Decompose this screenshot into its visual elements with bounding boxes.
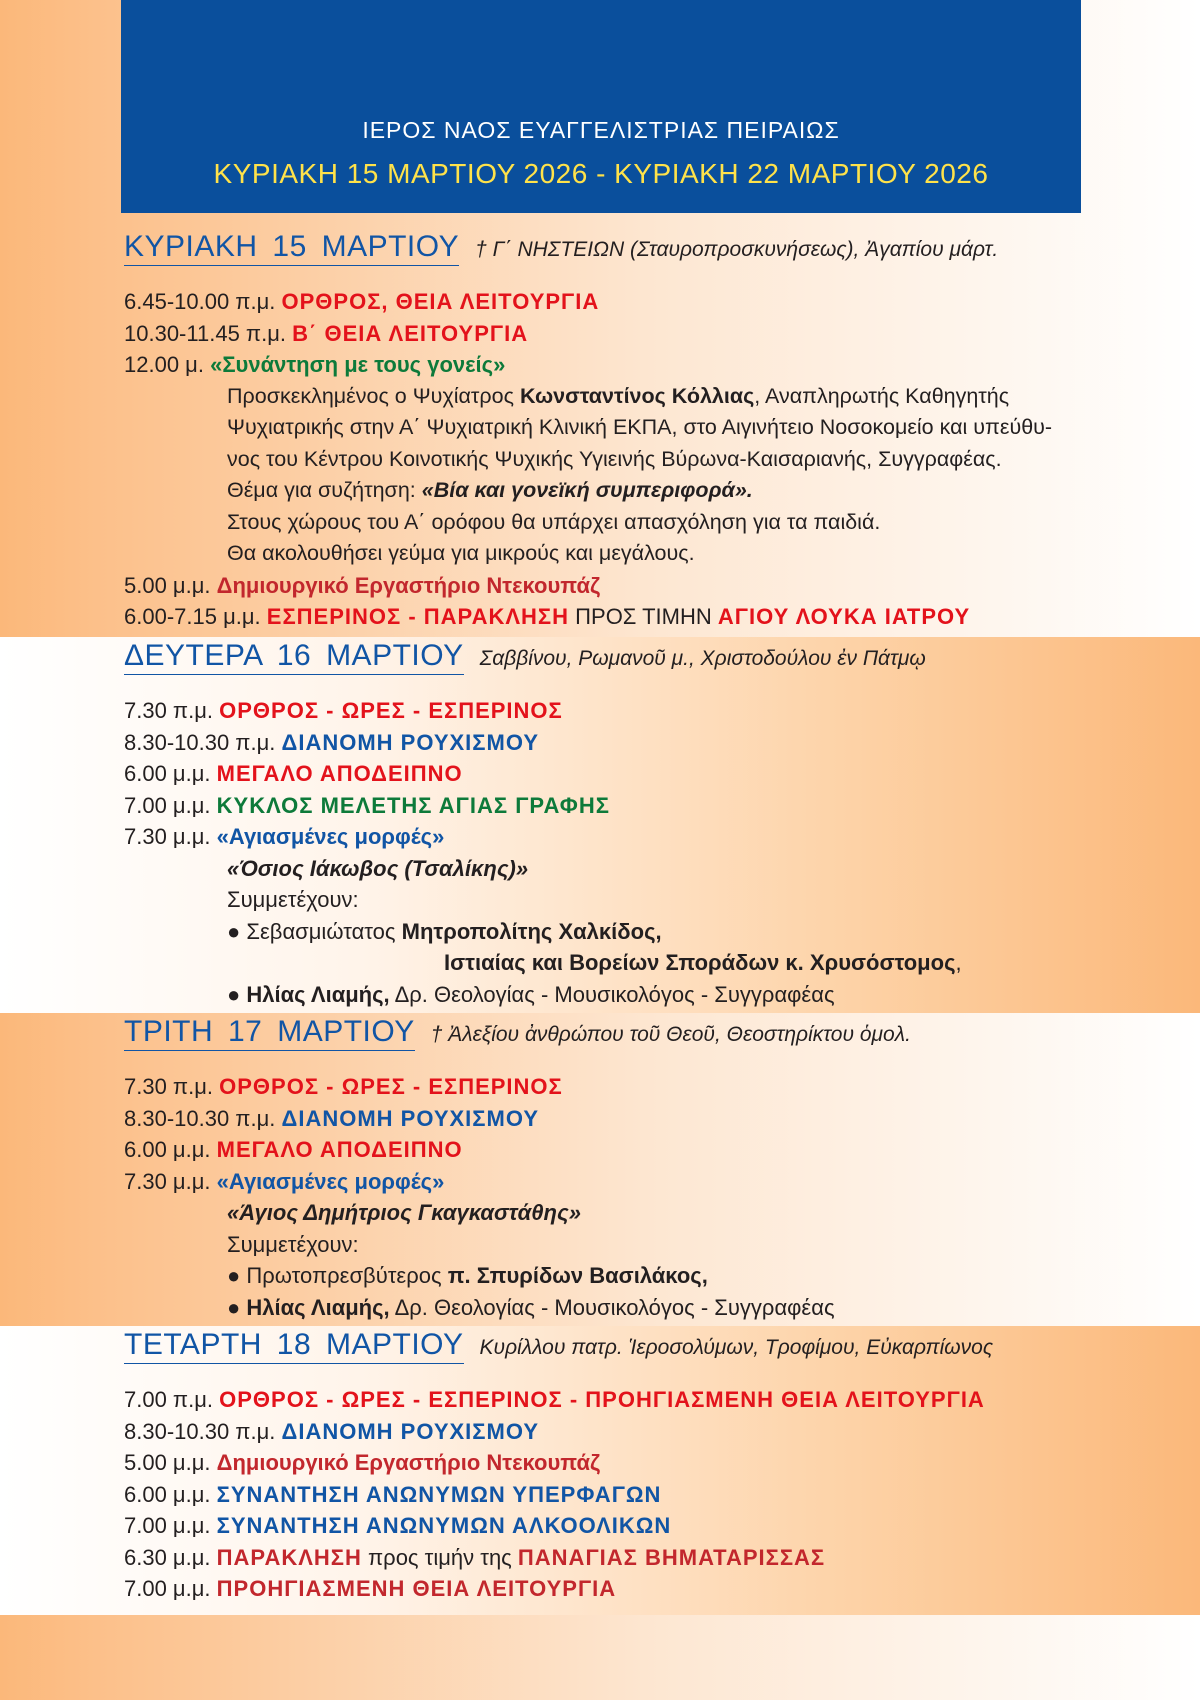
list-item [124, 570, 1184, 602]
detail-text: , Αναπληρωτής Καθηγητής [754, 383, 1010, 408]
item-event: ΣΥΝΑΝΤΗΣΗ ΑΝΩΝΥΜΩΝ ΥΠΕΡΦΑΓΩΝ [216, 1481, 662, 1507]
list-item [124, 1134, 1184, 1166]
list-item [124, 727, 1184, 759]
list-item [124, 1384, 1184, 1416]
detail-line: Συμμετέχουν: [227, 887, 359, 912]
schedule-list [124, 1384, 1184, 1605]
speaker-name: Κωνσταντίνος Κόλλιας [519, 383, 755, 408]
day-name: ΤΡΙΤΗ 17 ΜΑΡΤΙΟΥ [124, 1015, 415, 1051]
item-event: ΟΡΘΡΟΣ - ΩΡΕΣ - ΕΣΠΕΡΙΝΟΣ - ΠΡΟΗΓΙΑΣΜΕΝΗ ΘΕΙΑ ΛΕΙΤΟΥΡΓΙΑ [219, 1387, 985, 1412]
participant-title: ● Πρωτοπρεσβύτερος [227, 1263, 448, 1288]
item-time: 8.30-10.30 π.μ. [124, 1105, 276, 1131]
detail-line: νος του Κέντρου Κοινοτικής Ψυχικής Υγιεινής Βύρωνα-Καισαριανής, Συγγραφέας. [227, 446, 1002, 471]
participant-name: Ηλίας Λιαμής, [246, 981, 390, 1007]
participant-title: Δρ. Θεολογίας - Μουσικολόγος - Συγγραφέας [389, 981, 835, 1007]
list-item [124, 1479, 1184, 1511]
detail-text: , [955, 950, 962, 975]
day-sunday [124, 230, 1184, 633]
saints-of-day: Σαββίνου, Ρωμανοῦ μ., Χριστοδούλου ἐν Πάτμῳ [479, 647, 926, 670]
list-item [124, 601, 1184, 633]
topic-title: «Βία και γονεϊκή συμπεριφορά». [421, 478, 753, 502]
participant-title: Δρ. Θεολογίας - Μουσικολόγος - Συγγραφέας [389, 1294, 835, 1320]
item-time: 5.00 μ.μ. [124, 1450, 211, 1475]
participant-name: π. Σπυρίδων Βασιλάκος, [447, 1263, 708, 1288]
item-event: ΠΡΟΗΓΙΑΣΜΕΝΗ ΘΕΙΑ ΛΕΙΤΟΥΡΓΙΑ [216, 1576, 617, 1601]
item-time: 7.00 μ.μ. [124, 1576, 211, 1601]
list-item [124, 349, 1184, 381]
participant-name: Ιστιαίας και Βορείων Σποράδων κ. Χρυσόστομος [444, 950, 956, 975]
item-event: ΑΓΙΟΥ ΛΟΥΚΑ ΙΑΤΡΟΥ [717, 604, 971, 629]
day-heading [124, 639, 1184, 681]
list-item [124, 1103, 1184, 1135]
participant-name: Μητροπολίτης Χαλκίδος, [401, 918, 662, 944]
schedule-list [124, 695, 1184, 1010]
item-time: 12.00 μ. [124, 352, 204, 377]
list-item [124, 1573, 1184, 1605]
item-event: ΔΙΑΝΟΜΗ ΡΟΥΧΙΣΜΟΥ [281, 1418, 539, 1444]
item-event: Δημιουργικό Εργαστήριο Ντεκουπάζ [216, 572, 601, 598]
day-tuesday [124, 1015, 1184, 1323]
header-banner [121, 0, 1081, 213]
item-time: 6.30 μ.μ. [124, 1544, 211, 1570]
detail-line [124, 1197, 1184, 1229]
item-event: «Αγιασμένες μορφές» [216, 824, 445, 849]
item-event: ΕΣΠΕΡΙΝΟΣ - ΠΑΡΑΚΛΗΣΗ [266, 604, 570, 629]
detail-line [124, 475, 1184, 507]
participant [124, 1260, 1184, 1292]
topic-title: «Όσιος Ιάκωβος (Τσαλίκης)» [227, 855, 529, 881]
item-event: ΟΡΘΡΟΣ - ΩΡΕΣ - ΕΣΠΕΡΙΝΟΣ [219, 1074, 563, 1099]
item-time: 10.30-11.45 π.μ. [124, 320, 286, 346]
item-time: 7.00 μ.μ. [124, 792, 211, 818]
band-footer [0, 1615, 1200, 1700]
detail-line: Στους χώρους του Α΄ ορόφου θα υπάρχει απασχόληση για τα παιδιά. [227, 509, 881, 534]
week-dates: ΚΥΡΙΑΚΗ 15 ΜΑΡΤΙΟΥ 2026 - ΚΥΡΙΑΚΗ 22 ΜΑΡΤΙΟΥ 2026 [213, 158, 989, 189]
item-event: «Αγιασμένες μορφές» [216, 1168, 445, 1194]
schedule-list [124, 286, 1184, 633]
item-event: ΟΡΘΡΟΣ - ΩΡΕΣ - ΕΣΠΕΡΙΝΟΣ [219, 698, 563, 723]
item-event: ΣΥΝΑΝΤΗΣΗ ΑΝΩΝΥΜΩΝ ΑΛΚΟΟΛΙΚΩΝ [216, 1513, 672, 1538]
item-time: 7.00 π.μ. [124, 1387, 214, 1412]
day-name: ΚΥΡΙΑΚΗ 15 ΜΑΡΤΙΟΥ [124, 230, 459, 266]
item-event: ΔΙΑΝΟΜΗ ΡΟΥΧΙΣΜΟΥ [281, 729, 539, 755]
list-item [124, 1416, 1184, 1448]
item-event: Δημιουργικό Εργαστήριο Ντεκουπάζ [216, 1450, 601, 1475]
detail-text: Προσκεκλημένος ο Ψυχίατρος [227, 383, 520, 408]
item-text: ΠΡΟΣ ΤΙΜΗΝ [569, 604, 718, 629]
saints-of-day: Κυρίλλου πατρ. Ἱεροσολύμων, Τροφίμου, Εὐκαρπίωνος [479, 1336, 994, 1359]
item-time: 7.00 μ.μ. [124, 1513, 211, 1538]
day-name: ΔΕΥΤΕΡΑ 16 ΜΑΡΤΙΟΥ [124, 639, 464, 675]
day-heading [124, 230, 1184, 272]
item-time: 7.30 π.μ. [124, 698, 214, 723]
list-item [124, 1542, 1184, 1574]
participant-continued [124, 947, 1184, 979]
item-time: 7.30 π.μ. [124, 1074, 214, 1099]
detail-line [124, 381, 1184, 413]
item-event: ΠΑΝΑΓΙΑΣ ΒΗΜΑΤΑΡΙΣΣΑΣ [517, 1544, 826, 1570]
item-time: 8.30-10.30 π.μ. [124, 729, 276, 755]
item-event: ΔΙΑΝΟΜΗ ΡΟΥΧΙΣΜΟΥ [281, 1105, 539, 1131]
church-name: ΙΕΡΟΣ ΝΑΟΣ ΕΥΑΓΓΕΛΙΣΤΡΙΑΣ ΠΕΙΡΑΙΩΣ [362, 117, 840, 143]
item-event: ΜΕΓΑΛΟ ΑΠΟΔΕΙΠΝΟ [216, 761, 463, 786]
list-item [124, 790, 1184, 822]
item-time: 5.00 μ.μ. [124, 572, 211, 598]
saints-of-day: † Γ΄ ΝΗΣΤΕΙΩΝ (Σταυροπροσκυνήσεως), Ἀγαπίου μάρτ. [475, 238, 999, 261]
participant [124, 916, 1184, 948]
item-time: 6.00-7.15 μ.μ. [124, 604, 261, 629]
list-item [124, 1510, 1184, 1542]
item-time: 6.00 μ.μ. [124, 761, 211, 786]
item-time: 6.45-10.00 π.μ. [124, 289, 276, 314]
list-item [124, 695, 1184, 727]
item-time: 6.00 μ.μ. [124, 1137, 211, 1162]
saints-of-day: † Ἀλεξίου ἀνθρώπου τοῦ Θεοῦ, Θεοστηρίκτου ὁμολ. [430, 1023, 911, 1046]
item-event: Β΄ ΘΕΙΑ ΛΕΙΤΟΥΡΓΙΑ [292, 320, 529, 346]
detail-line [124, 853, 1184, 885]
bullet-icon: ● [227, 1294, 247, 1320]
item-time: 7.30 μ.μ. [124, 824, 211, 849]
list-item [124, 286, 1184, 318]
day-heading [124, 1328, 1184, 1370]
detail-text: Θέμα για συζήτηση: [227, 478, 422, 502]
bullet-icon: ● [227, 981, 247, 1007]
detail-line: Ψυχιατρικής στην Α΄ Ψυχιατρική Κλινική ΕΚΠΑ, στο Αιγινήτειο Νοσοκομείο και υπεύθυ- [227, 415, 1053, 439]
list-item [124, 821, 1184, 853]
item-event: «Συνάντηση με τους γονείς» [210, 352, 506, 377]
day-name: ΤΕΤΑΡΤΗ 18 ΜΑΡΤΙΟΥ [124, 1328, 464, 1364]
day-heading [124, 1015, 1184, 1057]
day-monday [124, 639, 1184, 1010]
item-text: προς τιμήν της [361, 1544, 518, 1570]
participant [124, 1292, 1184, 1324]
list-item [124, 1166, 1184, 1198]
participant-title: ● Σεβασμιώτατος [227, 918, 402, 944]
item-time: 6.00 μ.μ. [124, 1481, 211, 1507]
topic-title: «Άγιος Δημήτριος Γκαγκαστάθης» [227, 1200, 581, 1225]
schedule-list [124, 1071, 1184, 1323]
participant [124, 979, 1184, 1011]
item-event: ΚΥΚΛΟΣ ΜΕΛΕΤΗΣ ΑΓΙΑΣ ΓΡΑΦΗΣ [216, 792, 610, 818]
list-item [124, 1447, 1184, 1479]
day-wednesday [124, 1328, 1184, 1605]
list-item [124, 1071, 1184, 1103]
item-event: ΜΕΓΑΛΟ ΑΠΟΔΕΙΠΝΟ [216, 1137, 463, 1162]
list-item [124, 318, 1184, 350]
item-event: ΟΡΘΡΟΣ, ΘΕΙΑ ΛΕΙΤΟΥΡΓΙΑ [281, 289, 600, 314]
item-time: 7.30 μ.μ. [124, 1168, 211, 1194]
list-item [124, 758, 1184, 790]
detail-line: Συμμετέχουν: [227, 1231, 359, 1257]
item-time: 8.30-10.30 π.μ. [124, 1418, 276, 1444]
item-event: ΠΑΡΑΚΛΗΣΗ [216, 1544, 362, 1570]
participant-name: Ηλίας Λιαμής, [246, 1294, 390, 1320]
detail-line: Θα ακολουθήσει γεύμα για μικρούς και μεγάλους. [227, 541, 695, 565]
